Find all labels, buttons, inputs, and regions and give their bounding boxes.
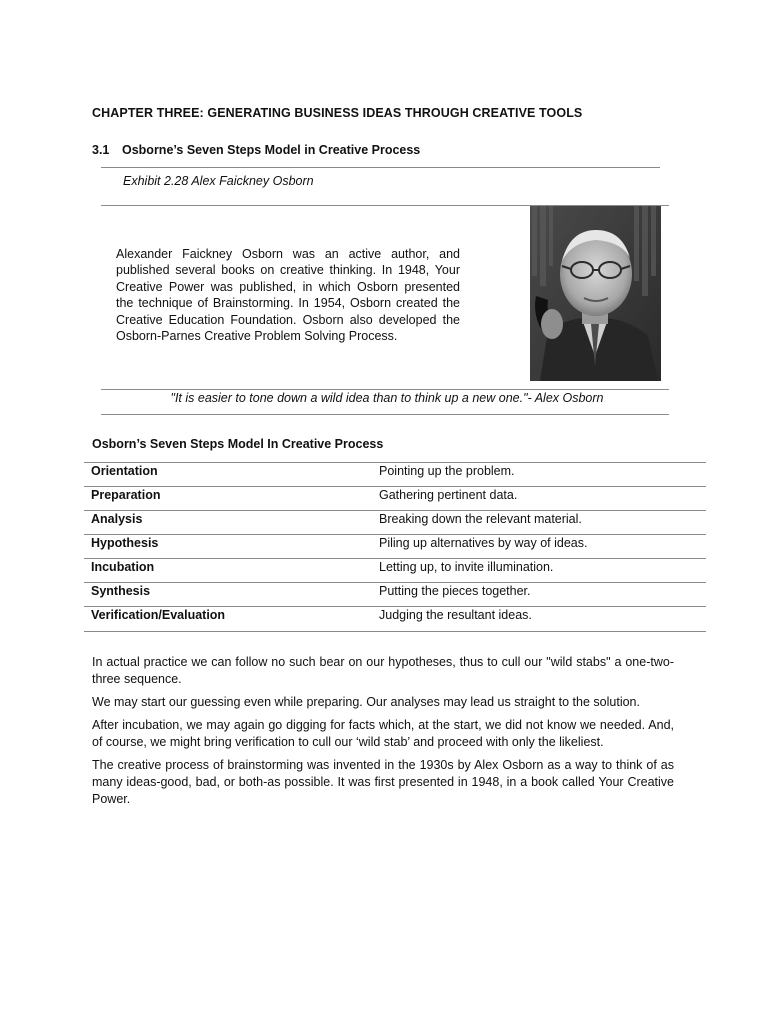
table-title: Osborn’s Seven Steps Model In Creative Process: [92, 437, 384, 451]
paragraph: We may start our guessing even while preparing. Our analyses may lead us straight to the solution.: [92, 695, 640, 709]
table-row: [84, 583, 706, 607]
paragraph: In actual practice we can follow no such bear on our hypotheses, thus to cull our "wild stabs" a one-two-three sequence.: [92, 655, 674, 686]
step-name: Orientation: [84, 463, 372, 487]
step-description: Piling up alternatives by way of ideas.: [372, 535, 706, 559]
portrait-photo: [530, 206, 661, 381]
step-description: Breaking down the relevant material.: [372, 511, 706, 535]
section-heading: [92, 143, 652, 157]
divider: [101, 414, 669, 415]
table-row: [84, 487, 706, 511]
divider: [101, 167, 660, 168]
table-row: [84, 511, 706, 535]
paragraph: After incubation, we may again go digging for facts which, at the start, we did not know we needed. And, of course, we might bring verification to cull our ‘wild stab’ and proceed with only the likeliest.: [92, 718, 674, 749]
exhibit-bio: Alexander Faickney Osborn was an active author, and published several books on creative thinking. In 1948, Your Creative Power was published, in which Osborn presented the technique of Brainstorming. In 1954, Osborn created the Creative Education Foundation. Osborn also developed the Osborn-Parnes Creative Problem Solving Process.: [116, 247, 460, 344]
paragraph: The creative process of brainstorming was invented in the 1930s by Alex Osborn as a way to think of as many ideas-good, bad, or both-as possible. It was first presented in 1948, in a book called Your Creative Power.: [92, 758, 674, 806]
step-description: Letting up, to invite illumination.: [372, 559, 706, 583]
section-number: 3.1: [92, 143, 110, 157]
osborn-quote: "It is easier to tone down a wild idea than to think up a new one."- Alex Osborn: [170, 391, 604, 405]
table-row: [84, 463, 706, 487]
step-description: Judging the resultant ideas.: [372, 607, 706, 632]
seven-steps-table: [84, 462, 706, 632]
section-title: Osborne’s Seven Steps Model in Creative Process: [122, 143, 421, 157]
step-name: Incubation: [84, 559, 372, 583]
step-name: Verification/Evaluation: [84, 607, 372, 632]
step-name: Synthesis: [84, 583, 372, 607]
step-description: Gathering pertinent data.: [372, 487, 706, 511]
table-row: [84, 535, 706, 559]
chapter-title: CHAPTER THREE: GENERATING BUSINESS IDEAS THROUGH CREATIVE TOOLS: [92, 106, 583, 120]
body-text: [92, 654, 674, 814]
step-name: Hypothesis: [84, 535, 372, 559]
exhibit-caption: Exhibit 2.28 Alex Faickney Osborn: [123, 174, 314, 188]
step-name: Analysis: [84, 511, 372, 535]
step-description: Pointing up the problem.: [372, 463, 706, 487]
portrait-image: [530, 206, 661, 381]
step-description: Putting the pieces together.: [372, 583, 706, 607]
table-row: [84, 607, 706, 632]
table-row: [84, 559, 706, 583]
step-name: Preparation: [84, 487, 372, 511]
divider: [101, 389, 669, 390]
